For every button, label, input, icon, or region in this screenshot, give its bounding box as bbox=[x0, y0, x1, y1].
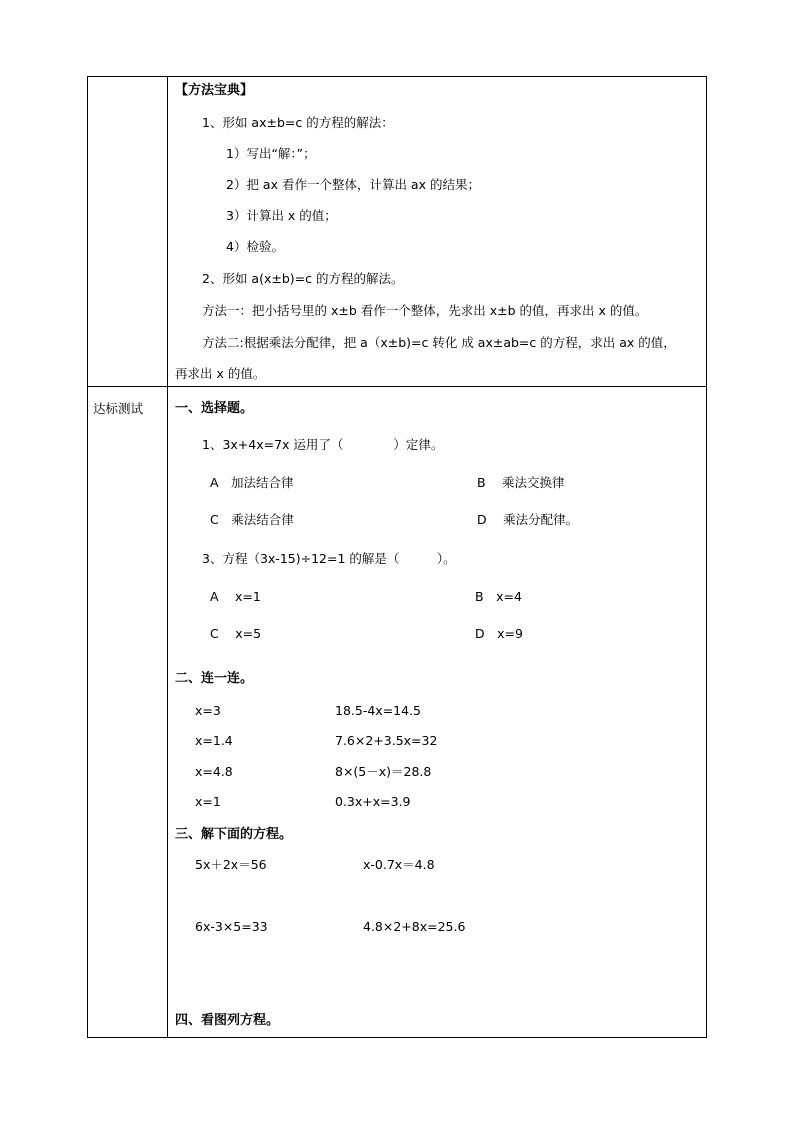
method-line-4: 3）计算出 x 的值； bbox=[226, 208, 337, 223]
question-3: 3、方程（3x-15)÷12=1 的解是（ ）。 bbox=[202, 551, 456, 566]
match-right-item: 0.3x+x=3.9 bbox=[335, 794, 411, 809]
method-line-5: 4）检验。 bbox=[226, 239, 284, 254]
method-row bbox=[88, 77, 707, 387]
method-title: 【方法宝典】 bbox=[175, 83, 254, 98]
match-right-item: 8×(5－x)＝28.8 bbox=[335, 764, 432, 779]
method-line-9: 再求出 x 的值。 bbox=[175, 366, 266, 381]
match-left-item: x=1.4 bbox=[195, 733, 233, 748]
method-line-1: 1、形如 ax±b=c 的方程的解法： bbox=[202, 115, 394, 130]
equation-4: 4.8×2+8x=25.6 bbox=[363, 919, 466, 934]
test-side-label: 达标测试 bbox=[93, 401, 144, 416]
q1-option-a: A 加法结合律 bbox=[210, 475, 294, 490]
method-line-2: 1）写出“解：”； bbox=[226, 146, 316, 161]
match-left-item: x=4.8 bbox=[195, 764, 233, 779]
test-side-cell bbox=[88, 387, 168, 1038]
match-right-item: 7.6×2+3.5x=32 bbox=[335, 733, 438, 748]
method-cell bbox=[168, 77, 707, 387]
method-line-8: 方法二:根据乘法分配律，把 a（x±b)=c 转化 成 ax±ab=c 的方程，求出 ax 的值， bbox=[202, 335, 676, 350]
q3-option-d: D x=9 bbox=[475, 626, 523, 641]
equation-1: 5x＋2x＝56 bbox=[195, 857, 267, 872]
method-line-3: 2）把 ax 看作一个整体，计算出 ax 的结果； bbox=[226, 177, 480, 192]
q3-option-b: B x=4 bbox=[475, 589, 522, 604]
q1-option-c: C 乘法结合律 bbox=[210, 512, 294, 527]
lesson-table bbox=[87, 76, 707, 1038]
match-left-item: x=3 bbox=[195, 703, 221, 718]
question-1: 1、3x+4x=7x 运用了（ ）定律。 bbox=[202, 437, 444, 452]
method-side-cell bbox=[88, 77, 168, 387]
section-3-title: 三、解下面的方程。 bbox=[175, 827, 293, 842]
equation-3: 6x-3×5=33 bbox=[195, 919, 268, 934]
equation-2: x-0.7x＝4.8 bbox=[363, 857, 435, 872]
q3-option-c: C x=5 bbox=[210, 626, 262, 641]
section-1-title: 一、选择题。 bbox=[175, 401, 254, 416]
section-2-title: 二、连一连。 bbox=[175, 671, 254, 686]
match-left-item: x=1 bbox=[195, 794, 221, 809]
method-line-6: 2、形如 a(x±b)=c 的方程的解法。 bbox=[202, 271, 404, 286]
test-cell bbox=[168, 387, 707, 1038]
q1-option-b: B 乘法交换律 bbox=[477, 475, 565, 490]
test-row bbox=[88, 387, 707, 1038]
section-4-title: 四、看图列方程。 bbox=[175, 1013, 280, 1028]
method-line-7: 方法一：把小括号里的 x±b 看作一个整体，先求出 x±b 的值，再求出 x 的值。 bbox=[202, 303, 648, 318]
match-right-item: 18.5-4x=14.5 bbox=[335, 703, 421, 718]
q1-option-d: D 乘法分配律。 bbox=[477, 512, 579, 527]
q3-option-a: A x=1 bbox=[210, 589, 261, 604]
